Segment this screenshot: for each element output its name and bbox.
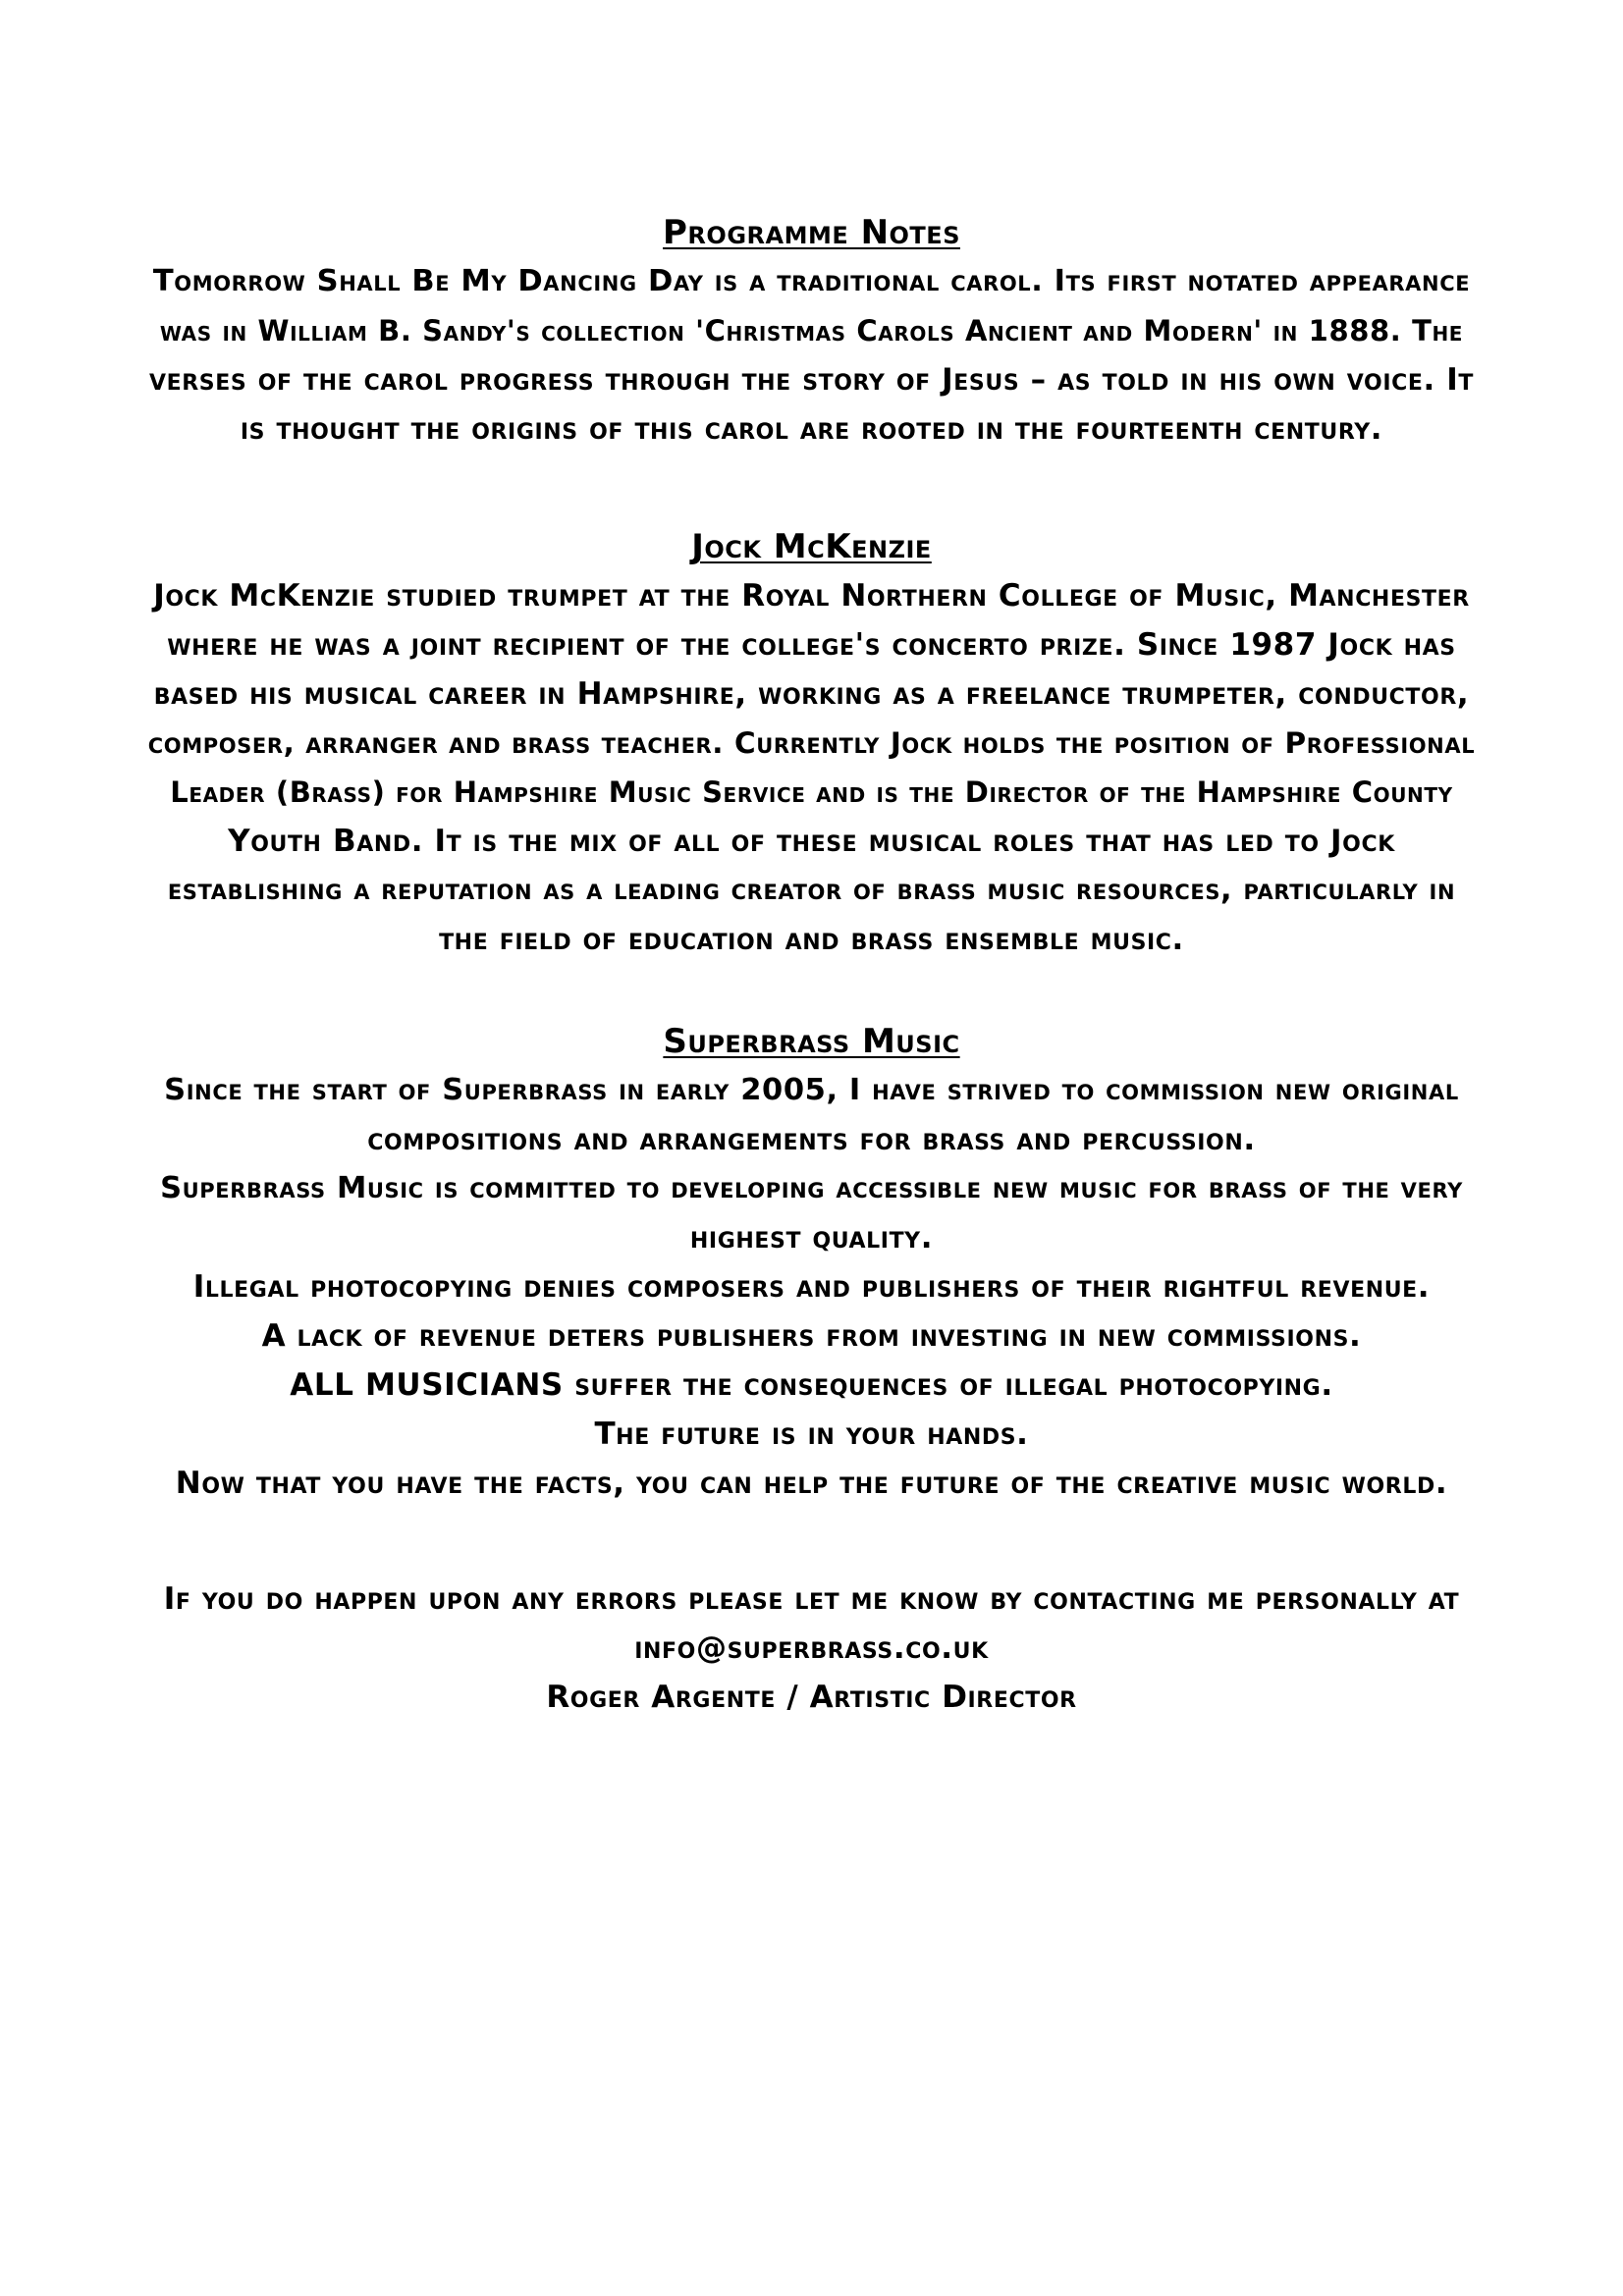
- programme-notes-heading: Programme Notes: [663, 213, 960, 252]
- composer-bio-line: based his musical career in Hampshire, working as a freelance trumpeter, conductor,: [153, 676, 1470, 712]
- publisher-closing-line: The future is in your hands.: [594, 1416, 1029, 1452]
- composer-bio-line: the field of education and brass ensemble music.: [439, 922, 1184, 957]
- programme-notes-section: [147, 208, 1476, 454]
- signature: Roger Argente / Artistic Director: [546, 1680, 1077, 1715]
- composer-bio-line: Jock McKenzie studied trumpet at the Royal Northern College of Music, Manchester: [153, 578, 1470, 614]
- publisher-closing-line: Now that you have the facts, you can help the future of the creative music world.: [175, 1466, 1448, 1501]
- composer-bio-line: where he was a joint recipient of the college's concerto prize. Since 1987 Jock has: [167, 627, 1456, 663]
- programme-notes-line: was in William B. Sandy's collection 'Christmas Carols Ancient and Modern' in 1888. The: [159, 314, 1464, 347]
- contact-section: [147, 1575, 1476, 1722]
- programme-notes-line: Tomorrow Shall Be My Dancing Day is a traditional carol. Its first notated appearance: [152, 264, 1471, 298]
- musicians-line: [147, 1361, 1476, 1410]
- publisher-line: A lack of revenue deters publishers from investing in new commissions.: [261, 1318, 1362, 1354]
- contact-email: info@superbrass.co.uk: [634, 1630, 989, 1666]
- composer-bio-line: establishing a reputation as a leading creator of brass music resources, particularly in: [167, 873, 1456, 907]
- publisher-line: compositions and arrangements for brass and percussion.: [367, 1122, 1256, 1157]
- publisher-section: [147, 1017, 1476, 1508]
- publisher-line: Since the start of Superbrass in early 2005, I have strived to commission new original: [164, 1073, 1459, 1107]
- publisher-line: Illegal photocopying denies composers and publishers of their rightful revenue.: [192, 1269, 1431, 1305]
- publisher-heading: Superbrass Music: [663, 1022, 960, 1061]
- programme-notes-line: verses of the carol progress through the story of Jesus – as told in his own voice. It: [149, 362, 1474, 398]
- musicians-rest: suffer the consequences of illegal photocopying.: [574, 1367, 1333, 1403]
- publisher-line: Superbrass Music is committed to developing accessible new music for brass of the very: [160, 1171, 1463, 1205]
- composer-bio-line: Leader (Brass) for Hampshire Music Service and is the Director of the Hampshire County: [170, 775, 1453, 809]
- composer-bio-line: Youth Band. It is the mix of all of these musical roles that has led to Jock: [228, 824, 1395, 859]
- programme-notes-line: is thought the origins of this carol are rooted in the fourteenth century.: [240, 411, 1383, 447]
- publisher-line: highest quality.: [689, 1220, 934, 1255]
- composer-bio-line: composer, arranger and brass teacher. Currently Jock holds the position of Professional: [147, 726, 1476, 760]
- musicians-emphasis: ALL MUSICIANS: [290, 1367, 564, 1403]
- composer-section: [147, 522, 1476, 964]
- contact-line: If you do happen upon any errors please let me know by contacting me personally at: [163, 1581, 1460, 1617]
- composer-heading: Jock McKenzie: [691, 527, 932, 566]
